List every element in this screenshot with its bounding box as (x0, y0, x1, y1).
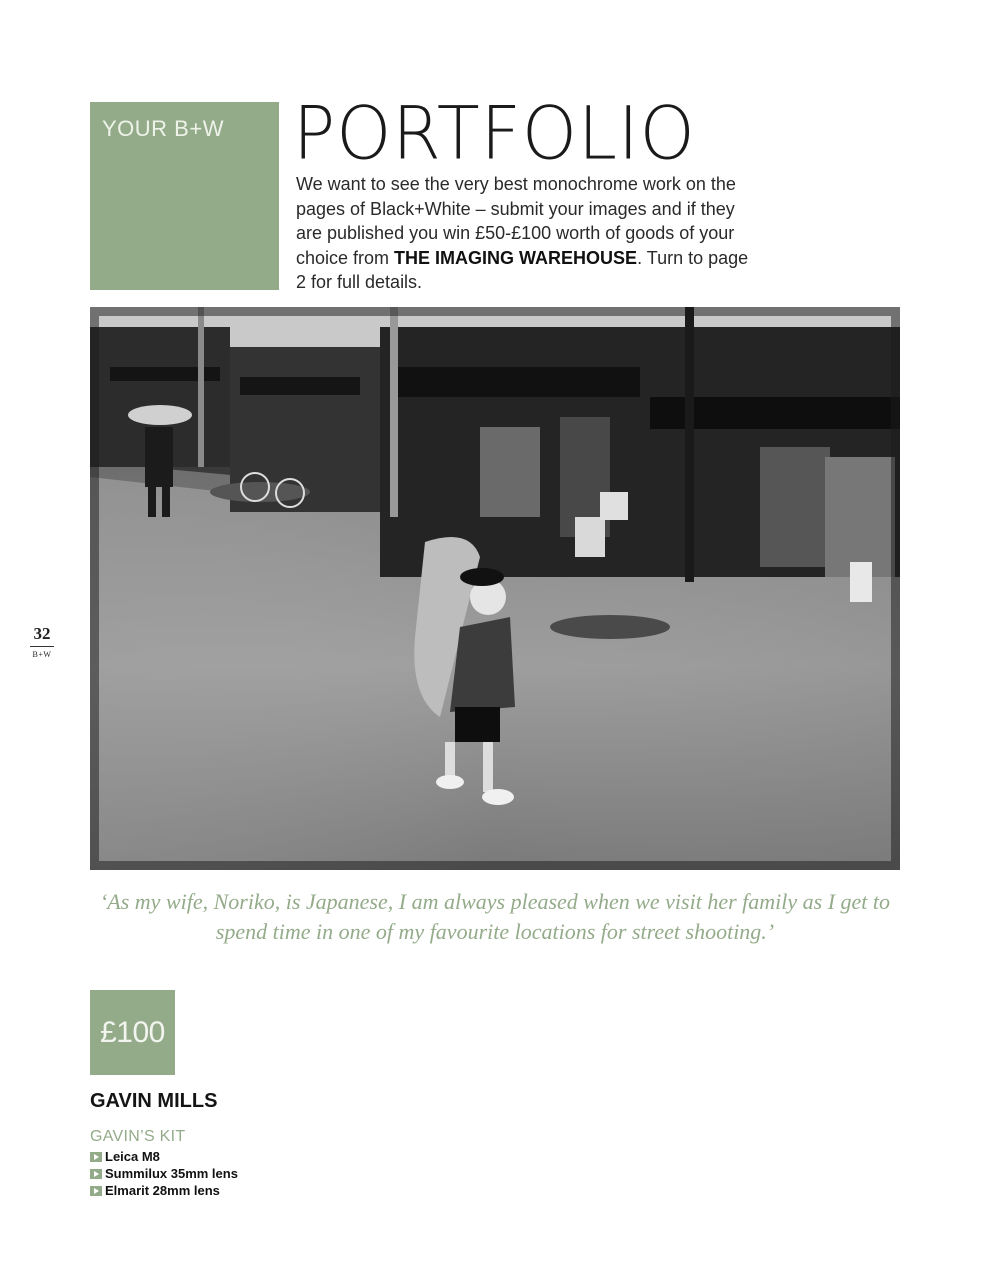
kit-item-label: Leica M8 (105, 1149, 160, 1164)
play-arrow-icon (90, 1152, 102, 1162)
page-title: PORTFOLIO (293, 90, 696, 177)
photographer-name: GAVIN MILLS (90, 1090, 218, 1112)
intro-text (296, 172, 756, 295)
kit-item (90, 1165, 238, 1182)
section-label: YOUR B+W (102, 116, 224, 141)
kit-list (90, 1148, 238, 1199)
page-folio (30, 624, 54, 659)
prize-badge: £100 (90, 990, 175, 1075)
kit-item-label: Summilux 35mm lens (105, 1166, 238, 1181)
kit-item (90, 1182, 238, 1199)
magazine-mark: B+W (32, 650, 52, 659)
kit-item-label: Elmarit 28mm lens (105, 1183, 220, 1198)
play-arrow-icon (90, 1169, 102, 1179)
intro-text-end: . Turn to page 2 for full details. (296, 247, 749, 292)
page-number: 32 (30, 624, 54, 647)
intro-brand: THE IMAGING WAREHOUSE (394, 247, 638, 268)
photo-quote: ‘As my wife, Noriko, is Japanese, I am always pleased when we visit her family as I get to spend time in one of my favourite locations for street shooting.’ (99, 889, 891, 944)
portfolio-photo (90, 307, 900, 870)
intro-text-start: We want to see the very best monochrome work on the pages of Black+White – submit your images and if they are published you win £50-£100 worth of goods of your choice from (296, 174, 736, 268)
kit-item (90, 1148, 238, 1165)
kit-heading: GAVIN’S KIT (90, 1128, 186, 1145)
play-arrow-icon (90, 1186, 102, 1196)
section-label-box (90, 102, 279, 290)
